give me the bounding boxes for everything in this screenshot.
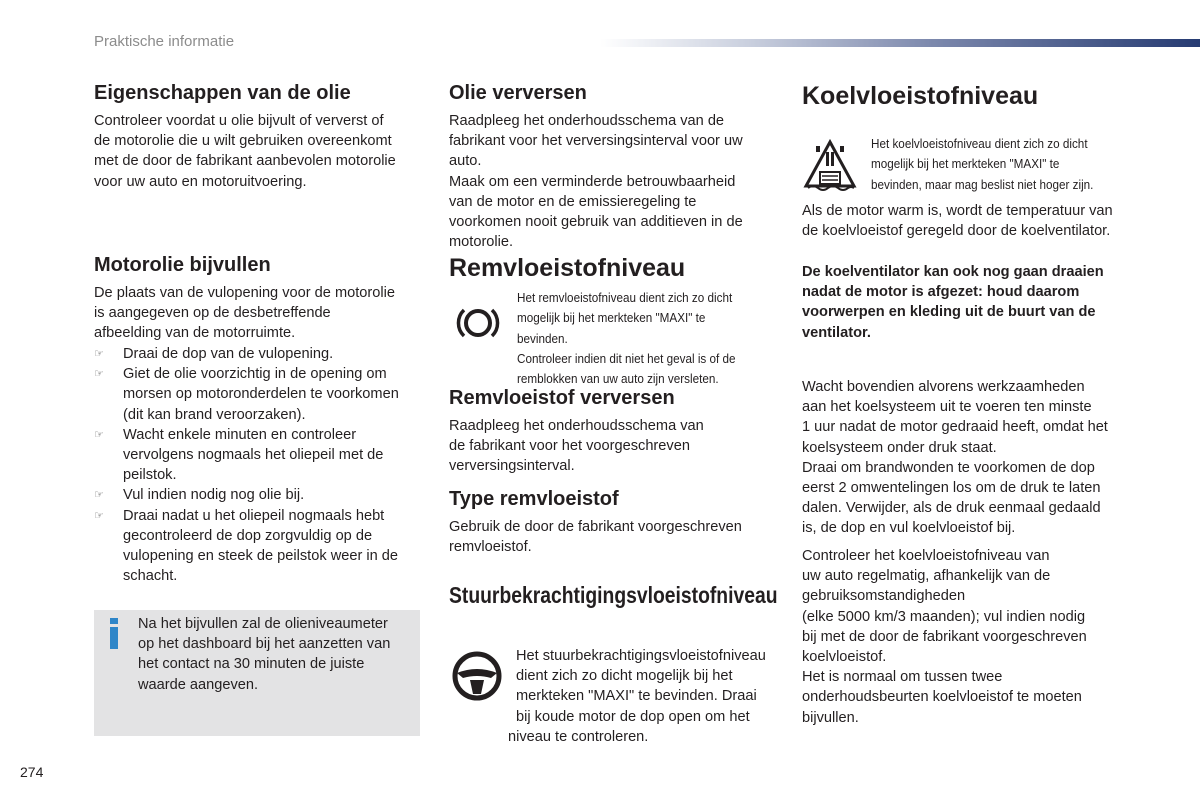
info-icon: [108, 618, 120, 650]
list-item: ☞ Draai nadat u het oliepeil nogmaals hebt gecontroleerd de dop zorgvuldig op de vulopening en steek de peilstok weer in de schacht.: [94, 507, 399, 585]
steering-wheel-icon: [451, 650, 503, 702]
pointing-hand-icon: ☞: [94, 428, 104, 441]
brake-warning-icon: [455, 300, 501, 346]
heading-oil-topup: Motorolie bijvullen: [94, 254, 271, 276]
paragraph-power-steering-last: niveau te controleren.: [508, 729, 649, 745]
running-header-title: Praktische informatie: [94, 33, 235, 50]
heading-coolant-level: Koelvloeistofniveau: [802, 82, 1039, 110]
paragraph-oil-properties: Controleer voordat u olie bijvult of ververst of de motorolie die u wilt gebruiken overeenkomt met de door de fabrikant aanbevolen motorolie voor uw auto en motoruitvoering.: [94, 113, 396, 190]
paragraph-coolant-check: Controleer het koelvloeistofniveau van uw auto regelmatig, afhankelijk van de gebruiksomstandigheden (elke 5000 km/3 maanden); vul indien nodig bij met de door de fabrikant voorgeschreven koelvloeistof. Het is normaal om tussen twee onderhoudsbeurten koelvloeistof te moeten bijvullen.: [802, 548, 1087, 726]
paragraph-coolant-warning: De koelventilator kan ook nog gaan draaien nadat de motor is afgezet: houd daarom voorwerpen en kleding uit de buurt van de ventilator.: [802, 264, 1104, 341]
paragraph-power-steering: Het stuurbekrachtigingsvloeistofniveau dient zich zo dicht mogelijk bij het merkteken "MAXI" te bevinden. Draai bij koude motor de dop open om het: [516, 648, 766, 725]
paragraph-oil-change: Raadpleeg het onderhoudsschema van de fabrikant voor het verversingsinterval voor uw auto. Maak om een verminderde betrouwbaarheid van de motor en de emissieregeling te voorkomen nooit gebruik van additieven in de motorolie.: [449, 113, 743, 251]
heading-brake-fluid-type: Type remvloeistof: [449, 488, 619, 510]
heading-oil-change: Olie verversen: [449, 82, 587, 104]
info-note-box: [94, 610, 420, 736]
info-note-text: Na het bijvullen zal de olieniveaumeter op het dashboard bij het aanzetten van het contact na 30 minuten de juiste waarde aangeven.: [138, 616, 391, 693]
paragraph-brake-fluid-change: Raadpleeg het onderhoudsschema van de fabrikant voor het voorgeschreven verversingsinterval.: [449, 418, 704, 475]
pointing-hand-icon: ☞: [94, 509, 104, 522]
paragraph-coolant-icon-text: Het koelvloeistofniveau dient zich zo dicht mogelijk bij het merkteken "MAXI" te bevinden, maar mag beslist niet hoger zijn.: [871, 136, 1094, 192]
pointing-hand-icon: ☞: [94, 348, 104, 360]
list-item: ☞ Wacht enkele minuten en controleer vervolgens nogmaals het oliepeil met de peilstok.: [94, 426, 384, 484]
paragraph-brake-fluid-level: Het remvloeistofniveau dient zich zo dicht mogelijk bij het merkteken "MAXI" te bevinden. Controleer indien dit niet het geval is of de remblokken van uw auto zijn versleten.: [517, 290, 736, 387]
list-item: ☞ Draai de dop van de vulopening.: [94, 344, 424, 364]
header-gradient-bar: [600, 39, 1200, 47]
paragraph-coolant-fan: Als de motor warm is, wordt de temperatuur van de koelvloeistof geregeld door de koelventilator.: [802, 203, 1113, 240]
coolant-warning-icon: [802, 138, 858, 194]
pointing-hand-icon: ☞: [94, 489, 104, 502]
list-item: ☞ Giet de olie voorzichtig in de opening om morsen op motoronderdelen te voorkomen (dit kan brand veroorzaken).: [94, 366, 399, 423]
page-number: 274: [20, 764, 44, 780]
heading-brake-fluid-level: Remvloeistofniveau: [449, 254, 686, 282]
paragraph-coolant-wait: Wacht bovendien alvorens werkzaamheden aan het koelsysteem uit te voeren ten minste 1 uur nadat de motor gedraaid heeft, omdat het koelsysteem onder druk staat. Draai om brandwonden te voorkomen de dop eerst 2 omwentelingen los om de druk te laten dalen. Verwijder, als de druk eenmaal gedaald is, de dop en vul koelvloeistof bij.: [802, 379, 1108, 537]
heading-oil-properties: Eigenschappen van de olie: [94, 82, 351, 104]
heading-power-steering: Stuurbekrachtigingsvloeistofniveau: [449, 582, 778, 608]
pointing-hand-icon: ☞: [94, 368, 104, 381]
oil-topup-steps: [94, 344, 424, 586]
list-item: ☞ Vul indien nodig nog olie bij.: [94, 485, 424, 505]
paragraph-oil-topup-intro: De plaats van de vulopening voor de motorolie is aangegeven op de desbetreffende afbeelding van de motorruimte.: [94, 285, 395, 342]
heading-brake-fluid-change: Remvloeistof verversen: [449, 387, 675, 409]
paragraph-brake-fluid-type: Gebruik de door de fabrikant voorgeschreven remvloeistof.: [449, 519, 742, 556]
